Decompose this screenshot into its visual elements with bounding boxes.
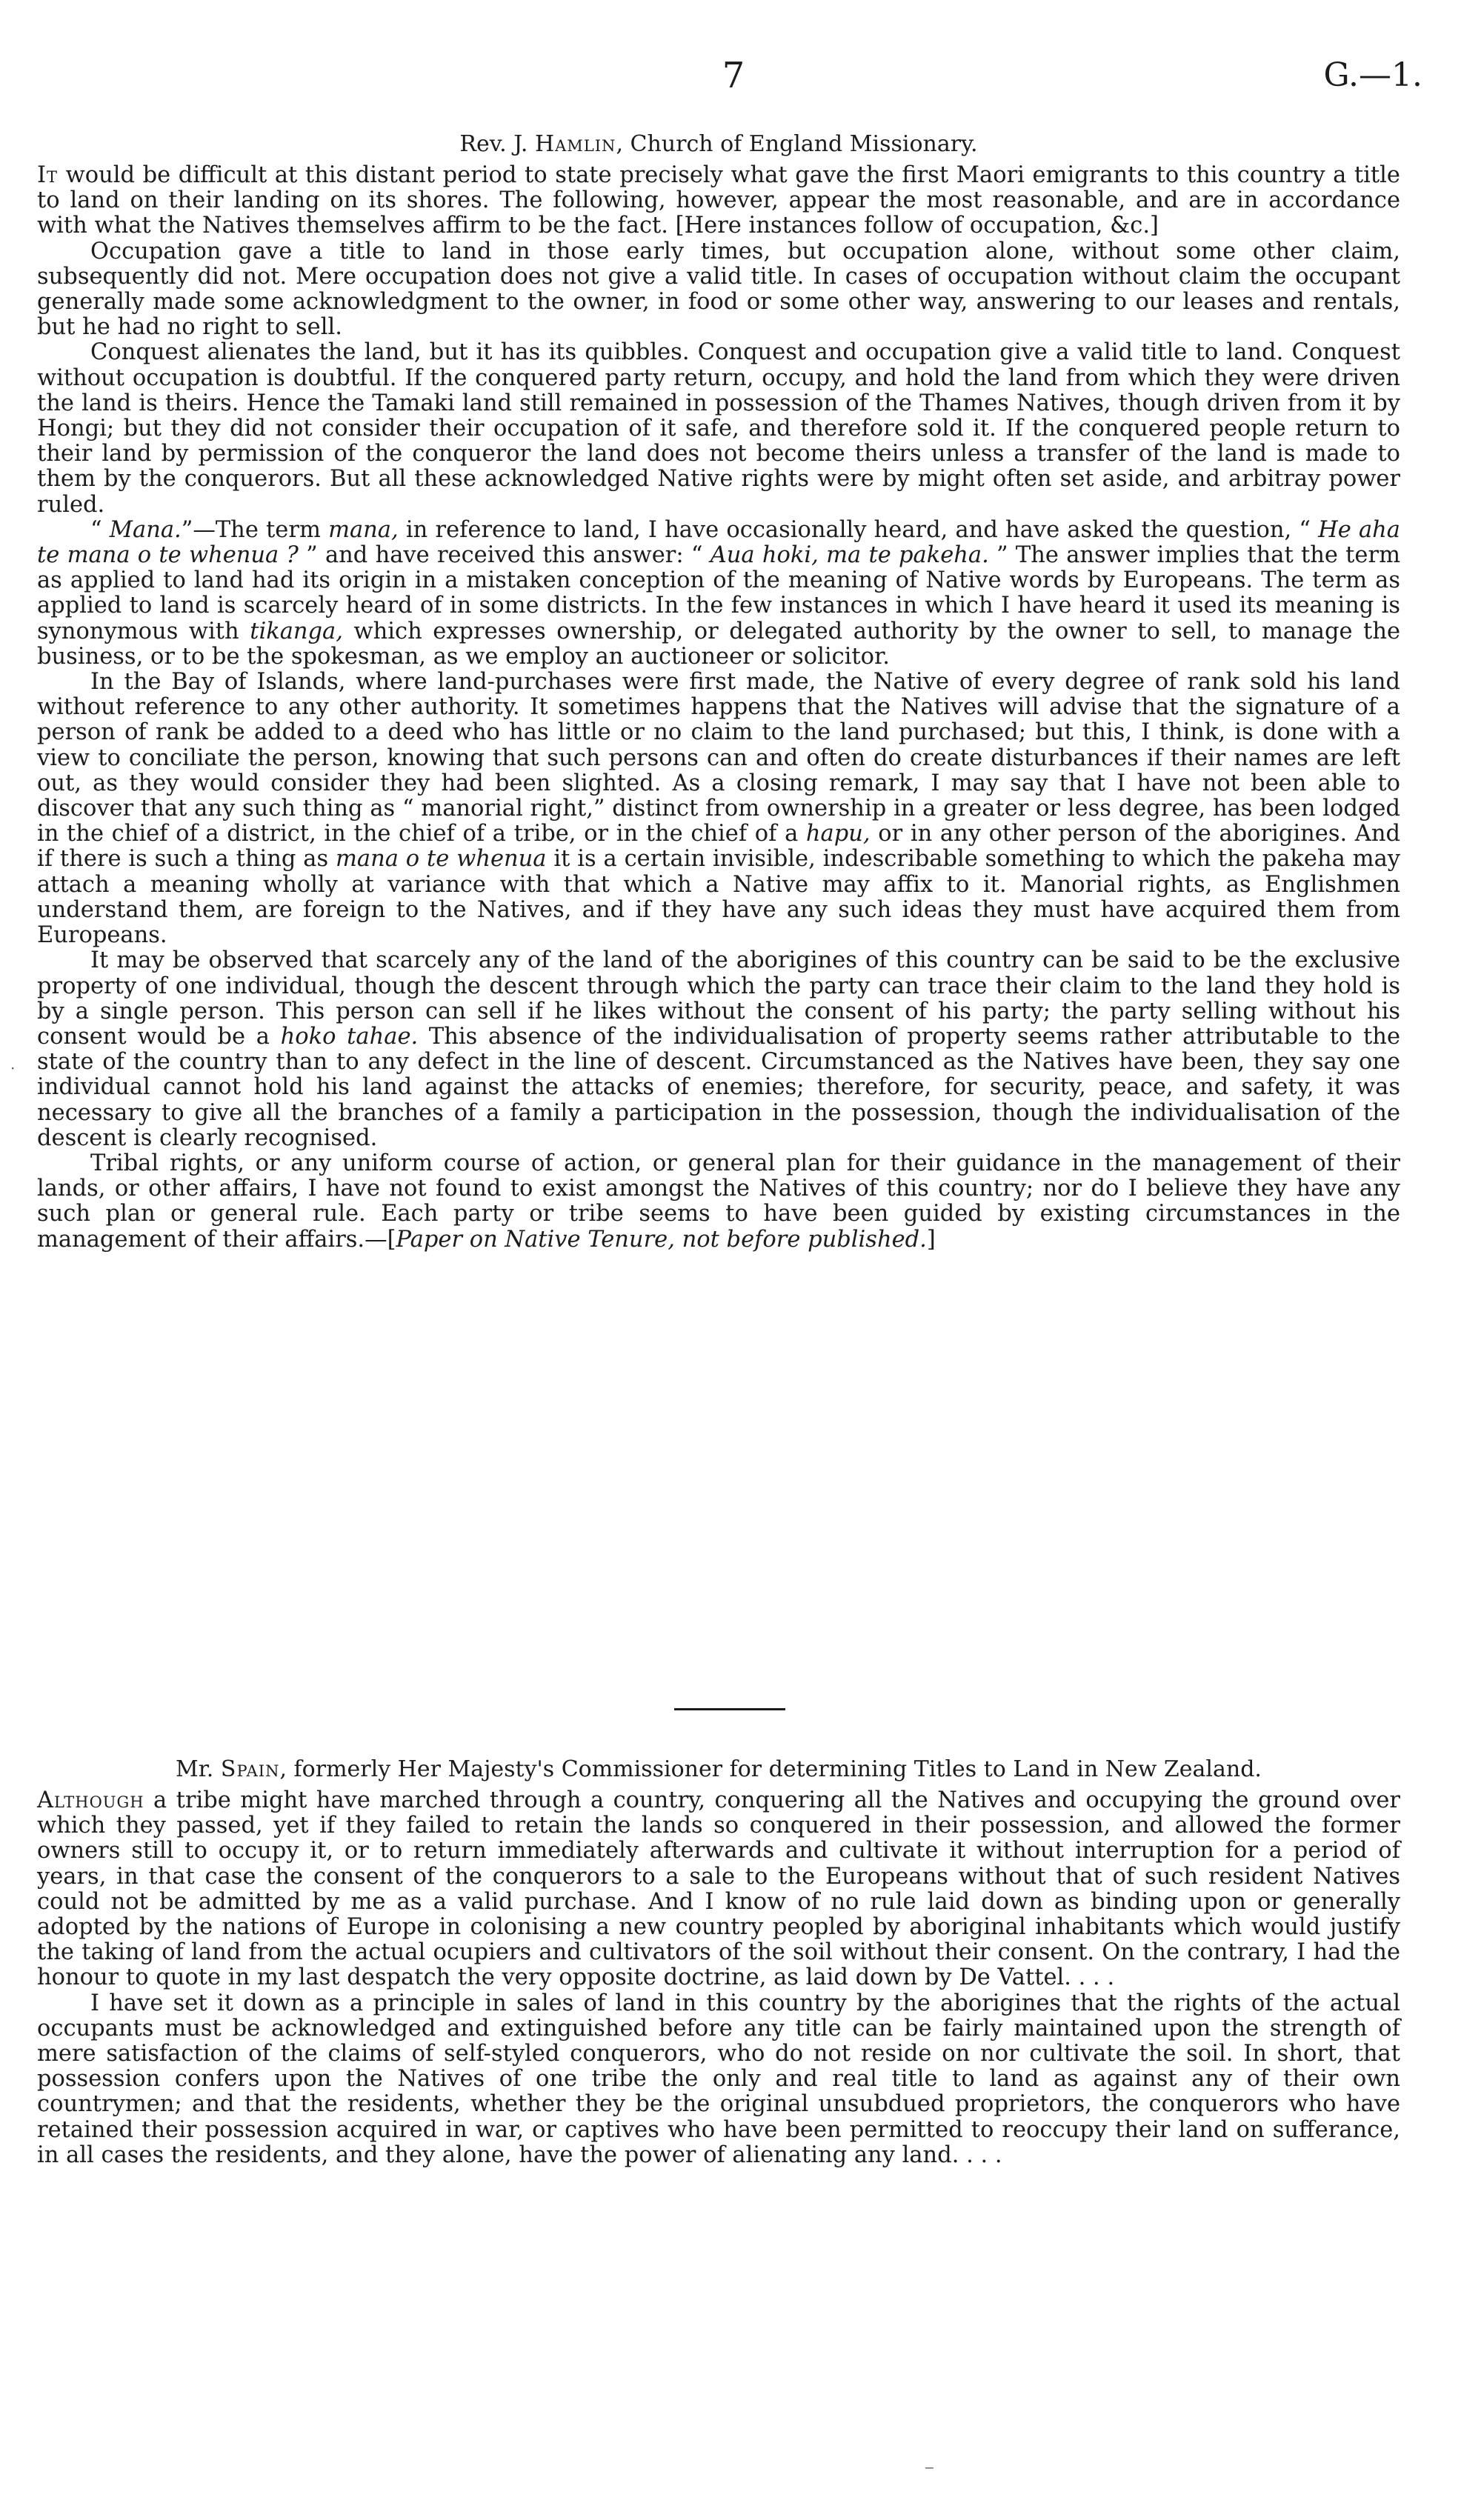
section-divider — [674, 1708, 785, 1710]
p4-part-f: which expresses ownership, or delegated authority by the owner to sell, to manage the business, or to be the spokesman, as we employ an auctioneer or solicitor. — [37, 618, 1401, 670]
spain-paragraph-2: I have set it down as a principle in sales of land in this country by the aborigines that the rights of the actual occupants must be acknowledged and extinguished before any title can be fairly maintained upon the strength of mere satisfaction of the claims of self-styled conquerors, who do not reside on nor cultivate the soil. In short, that possession confers upon the Natives of one tribe the only and real title to land as against any of their own countrymen; and that the residents, whether they be the original unsubdued proprietors, the conquerors who have retained their possession acquired in war, or captives who have been permitted to reoccupy their land on sufferance, in all cases the residents, and they alone, have the power of alienating any land. . . . — [37, 1990, 1400, 2168]
p6-part-b: This absence of the individualisation of property seems rather attributable to the state of the country than to any defect in the line of descent. Circumstanced as the Natives have been, they say one individual cannot hold his land against the attacks of enemies; therefore, for security, peace, and safety, it was necessary to give all the branches of a family a participation in the possession, though the individualisation of the descent is clearly recognised. — [37, 1023, 1400, 1151]
p5-part-c: it is a certain invisible, indescribable something to which the pakeha may attach a meaning wholly at variance with that which a Native may affix to it. Manorial rights, as Englishmen understand them, are foreign to the Natives, and if they have any such ideas they must have acquired them from Europeans. — [37, 846, 1400, 949]
ink-mark: ‒ — [925, 2458, 934, 2476]
hamlin-heading-title: Rev. J. — [459, 131, 535, 157]
document-reference: G.—1. — [1323, 56, 1422, 94]
p6-hoko-tahae: hoko tahae. — [280, 1023, 419, 1050]
hamlin-heading — [37, 132, 1400, 157]
p4-answer: Aua hoki, ma te pakeha. — [710, 542, 989, 569]
spain-heading-title: Mr. — [176, 1756, 221, 1782]
p4-mana-term: Mana. — [109, 516, 182, 543]
page-number: 7 — [722, 55, 745, 96]
p6-part-a: It may be observed that scarcely any of the land of the aborigines of this country can be said to be the exclusive property of one individual, though the descent through which the party can trace their claim to the land they hold is by a single person. This person can sell if he likes without the consent of his party; the party selling without his consent would be a — [37, 947, 1400, 1050]
hamlin-section — [37, 132, 1400, 1253]
p5-hapu: hapu, — [805, 821, 871, 847]
hamlin-paragraph-1-lead: It — [37, 162, 59, 188]
p4-mana-term-2: mana, — [328, 516, 399, 543]
spain-heading — [37, 1757, 1400, 1782]
p4-part-b: ”—The term — [181, 516, 329, 543]
spain-heading-name: Spain — [220, 1756, 280, 1782]
spain-paragraph-1-lead: Although — [37, 1787, 144, 1813]
p7-part-a: Tribal rights, or any uniform course of action, or general plan for their guidance in the management of their lands, or other affairs, I have not found to exist amongst the Natives of this country; nor do I believe they have any such plan or general rule. Each party or tribe seems to have been guided by existing circumstances in the management of their affairs.—[ — [37, 1150, 1400, 1253]
margin-speck: · — [10, 1059, 16, 1077]
p4-part-d: ” and have received this answer: “ — [298, 542, 710, 569]
spain-paragraph-1-text: a tribe might have marched through a country, conquering all the Natives and occupying the ground over which they passed, yet if they failed to retain the lands so conquered in their possession, and allowed the former owners still to occupy it, or to return immediately afterwards and cultivate it without interruption for a period of years, in that case the consent of the conquerors to a sale to the Europeans without that of such resident Natives could not be admitted by me as a valid purchase. And I know of no rule laid down as binding upon or generally adopted by the nations of Europe in colonising a new country peopled by aboriginal inhabitants which would justify the taking of land from the actual ocupiers and cultivators of the soil without their consent. On the contrary, I had the honour to quote in my last despatch the very opposite doctrine, as laid down by De Vattel. . . . — [37, 1787, 1400, 1991]
hamlin-paragraph-7 — [37, 1151, 1400, 1253]
hamlin-paragraph-5 — [37, 670, 1400, 948]
spain-heading-rest: , formerly Her Majesty's Commissioner for determining Titles to Land in New Zealand. — [279, 1756, 1262, 1782]
p5-part-b: or in any other person of the aborigines. And if there is such a thing as — [37, 821, 1400, 873]
p5-mana-phrase: mana o te whenua — [336, 846, 547, 873]
hamlin-paragraph-2: Occupation gave a title to land in those early times, but occupation alone, without some other claim, subsequently did not. Mere occupation does not give a valid title. In cases of occupation without claim the occupant generally made some acknowledgment to the owner, in food or some other way, answering to our leases and rentals, but he had no right to sell. — [37, 238, 1400, 341]
p4-part-c: in reference to land, I have occasionally heard, and have asked the question, “ — [398, 516, 1319, 543]
hamlin-paragraph-1-text: would be difficult at this distant period to state precisely what gave the first Maori emigrants to this country a title to land on their landing on its shores. The following, however, appear the most reasonable, and are in accordance with what the Natives themselves affirm to be the fact. [Here instances follow of occupation, &c.] — [37, 162, 1400, 239]
hamlin-heading-name: Hamlin — [534, 131, 616, 157]
p4-part-a: “ — [90, 516, 110, 543]
p5-part-a: In the Bay of Islands, where land-purchases were first made, the Native of every degree of rank sold his land without reference to any other authority. It sometimes happens that the Natives will advise that the signature of a person of rank be added to a deed who has little or no claim to the land purchased; but this, I think, is done with a view to conciliate the person, knowing that such persons can and often do create disturbances if their names are left out, as they would consider they had been slighted. As a closing remark, I may say that I have not been able to discover that any such thing as “ manorial right,” distinct from ownership in a greater or less degree, has been lodged in the chief of a district, in the chief of a tribe, or in the chief of a — [37, 669, 1400, 847]
p4-tikanga: tikanga, — [250, 618, 343, 644]
hamlin-paragraph-4 — [37, 518, 1400, 670]
hamlin-paragraph-6 — [37, 948, 1400, 1151]
spain-section — [37, 1757, 1400, 2168]
p7-citation: Paper on Native Tenure, not before published. — [396, 1226, 927, 1253]
p4-part-e: ” The answer implies that the term as applied to land had its origin in a mistaken conception of the meaning of Native words by Europeans. The term as applied to land is scarcely heard of in some districts. In the few instances in which I have heard it used its meaning is synonymous with — [37, 542, 1400, 644]
p4-question: He aha te mana o te whenua ? — [37, 516, 1400, 569]
hamlin-paragraph-3: Conquest alienates the land, but it has its quibbles. Conquest and occupation give a valid title to land. Conquest without occupation is doubtful. If the conquered party return, occupy, and hold the land from which they were driven the land is theirs. Hence the Tamaki land still remained in possession of the Thames Natives, though driven from it by Hongi; but they did not consider their occupation of it safe, and therefore sold it. If the conquered people return to their land by permission of the conqueror the land does not become theirs unless a transfer of the land is made to them by the conquerors. But all these acknowledged Native rights were by might often set aside, and arbitray power ruled. — [37, 339, 1400, 518]
hamlin-heading-rest: , Church of England Missionary. — [616, 131, 978, 157]
p7-part-b: ] — [926, 1226, 936, 1253]
spain-paragraph-1 — [37, 1788, 1400, 1991]
hamlin-paragraph-1 — [37, 163, 1400, 239]
